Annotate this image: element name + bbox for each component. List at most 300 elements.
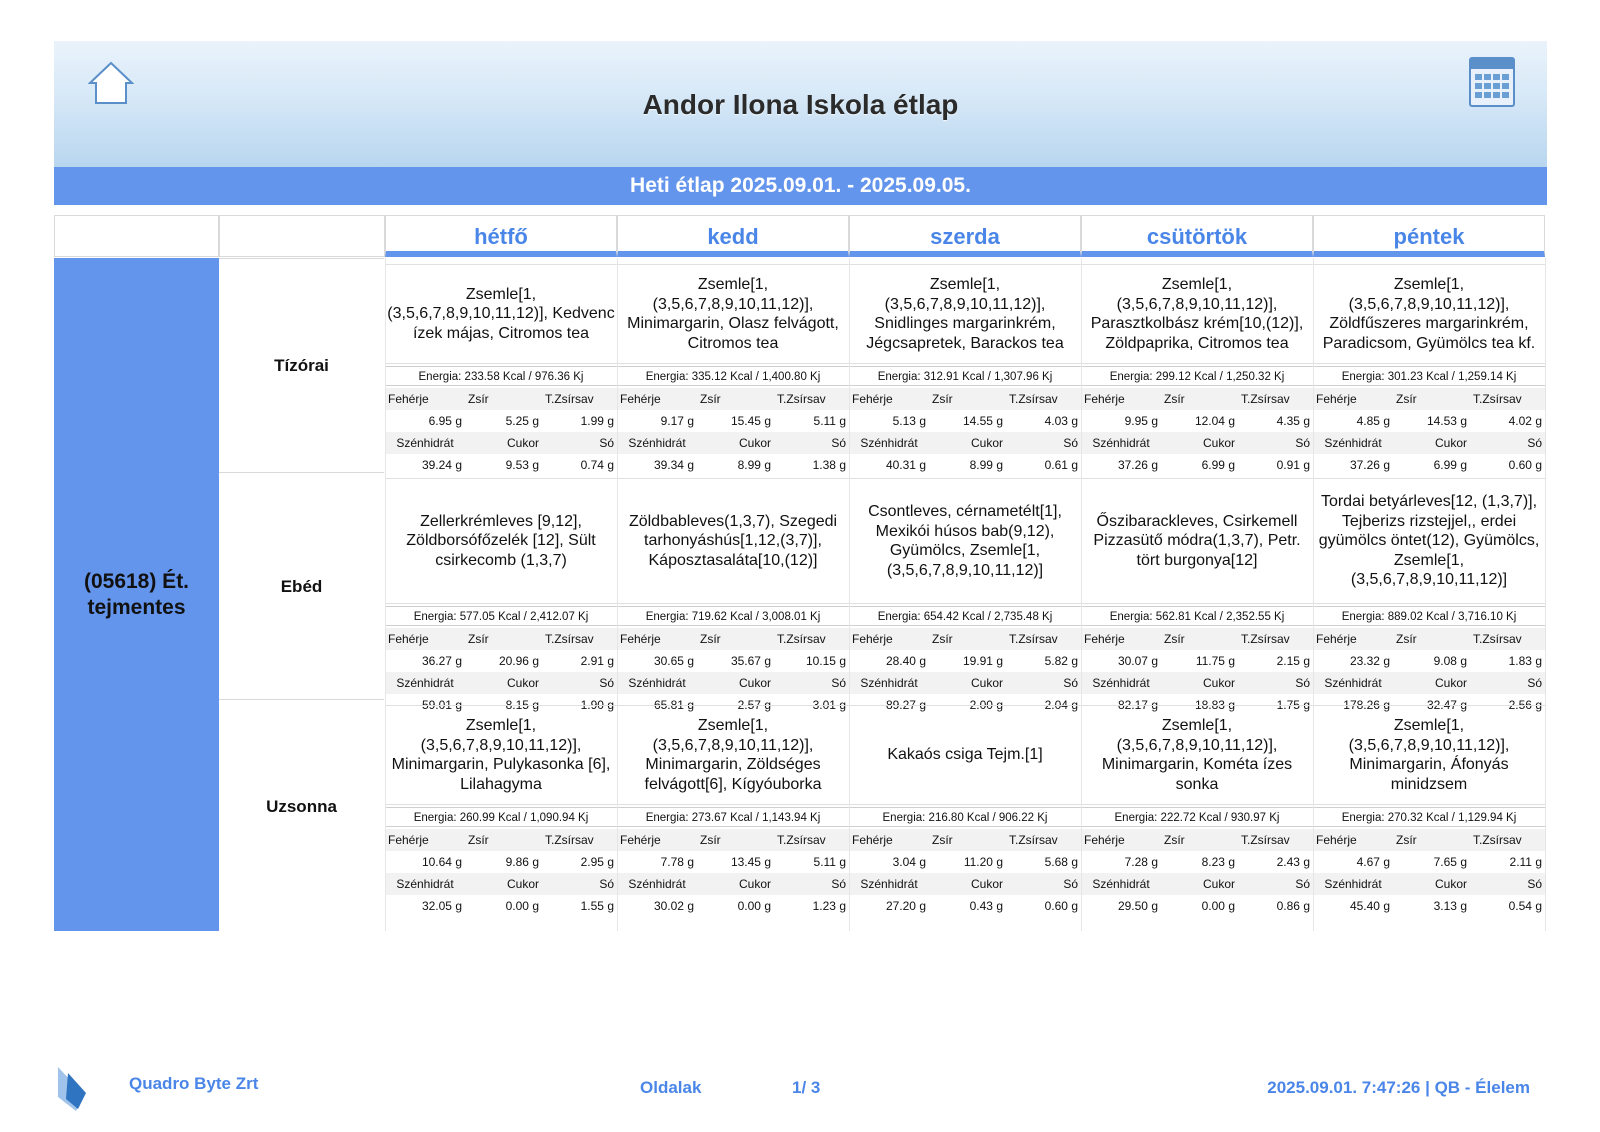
label-cukor: Cukor [738, 436, 771, 450]
nutrient-value-row [385, 895, 617, 918]
menu-text: Tordai betyárleves[12, (1,3,7)], Tejberizs rizstejjel,, erdei gyümölcs öntet(12), Gyümölcs, Zsemle[1, (3,5,6,7,8,9,10,11,12)] [1313, 478, 1545, 604]
label-cukor: Cukor [738, 877, 771, 891]
nutrient-value-row [1313, 650, 1545, 673]
label-feherje: Fehérje [388, 833, 429, 847]
label-so: Só [1295, 436, 1310, 450]
nutrient-label-row [617, 672, 849, 695]
value-cukor: 9.53 g [505, 458, 539, 472]
nutrient-label-row [617, 628, 849, 651]
value-szenhidrat: 39.34 g [653, 458, 694, 472]
value-cukor: 0.00 g [505, 899, 539, 913]
nutrient-label-row [849, 432, 1081, 455]
label-zsir: Zsír [468, 833, 489, 847]
label-tzsirsav: T.Zsírsav [1473, 392, 1522, 406]
label-cukor: Cukor [1434, 676, 1467, 690]
value-szenhidrat: 37.26 g [1117, 458, 1158, 472]
footer-pages-label: Oldalak [640, 1078, 702, 1097]
menu-text: Csontleves, cérnametélt[1], Mexikói húsos bab(9,12), Gyümölcs, Zsemle[1, (3,5,6,7,8,9,10,11,12)] [849, 478, 1081, 604]
nutrient-label-row [1081, 829, 1313, 852]
value-feherje: 7.78 g [660, 855, 694, 869]
meal-cell-wednesday [849, 258, 1081, 471]
menu-text: Zsemle[1, (3,5,6,7,8,9,10,11,12)], Minimargarin, Olasz felvágott, Citromos tea [617, 264, 849, 364]
nutrient-label-row [385, 672, 617, 695]
nutrient-label-row [849, 388, 1081, 411]
label-tzsirsav: T.Zsírsav [1009, 833, 1058, 847]
label-feherje: Fehérje [1084, 833, 1125, 847]
page-footer [0, 1062, 1600, 1112]
value-zsir: 8.23 g [1201, 855, 1235, 869]
nutrient-value-row [849, 410, 1081, 433]
label-so: Só [1295, 676, 1310, 690]
value-cukor: 0.00 g [737, 899, 771, 913]
value-feherje: 6.95 g [428, 414, 462, 428]
day-header-thursday: csütörtök [1081, 215, 1313, 257]
label-zsir: Zsír [700, 632, 721, 646]
label-zsir: Zsír [468, 632, 489, 646]
menu-text: Zsemle[1, (3,5,6,7,8,9,10,11,12)], Kedvenc ízek májas, Citromos tea [385, 264, 617, 364]
label-so: Só [599, 676, 614, 690]
nutrient-value-row [1313, 410, 1545, 433]
value-so: 1.23 g [812, 899, 846, 913]
value-so: 1.90 g [580, 698, 614, 712]
value-szenhidrat: 30.02 g [653, 899, 694, 913]
value-szenhidrat: 82.17 g [1117, 698, 1158, 712]
value-szenhidrat: 27.20 g [885, 899, 926, 913]
value-tzsirsav: 1.83 g [1508, 654, 1542, 668]
value-so: 0.60 g [1044, 899, 1078, 913]
value-so: 1.55 g [580, 899, 614, 913]
value-zsir: 11.75 g [1195, 654, 1235, 668]
label-tzsirsav: T.Zsírsav [777, 833, 826, 847]
meal-cell-tuesday [617, 699, 849, 912]
energy-value: Energia: 654.42 Kcal / 2,735.48 Kj [849, 606, 1081, 626]
nutrient-value-row [617, 851, 849, 874]
day-header-wednesday: szerda [849, 215, 1081, 257]
value-so: 0.54 g [1508, 899, 1542, 913]
column-divider [1081, 258, 1082, 931]
label-szenhidrat: Szénhidrát [1324, 436, 1382, 450]
label-tzsirsav: T.Zsírsav [1473, 632, 1522, 646]
nutrient-value-row [1081, 410, 1313, 433]
label-feherje: Fehérje [852, 392, 893, 406]
value-feherje: 10.64 g [421, 855, 462, 869]
value-feherje: 5.13 g [892, 414, 926, 428]
value-feherje: 36.27 g [421, 654, 462, 668]
energy-value: Energia: 273.67 Kcal / 1,143.94 Kj [617, 807, 849, 827]
nutrient-label-row [849, 628, 1081, 651]
energy-value: Energia: 335.12 Kcal / 1,400.80 Kj [617, 366, 849, 386]
label-so: Só [831, 436, 846, 450]
nutrient-value-row [1081, 895, 1313, 918]
label-feherje: Fehérje [852, 833, 893, 847]
nutrient-label-row [1081, 873, 1313, 896]
label-szenhidrat: Szénhidrát [860, 877, 918, 891]
label-cukor: Cukor [1202, 436, 1235, 450]
value-feherje: 30.07 g [1117, 654, 1158, 668]
label-zsir: Zsír [700, 833, 721, 847]
label-zsir: Zsír [1396, 632, 1417, 646]
page-banner [54, 41, 1547, 167]
value-cukor: 2.00 g [969, 698, 1003, 712]
value-szenhidrat: 59.01 g [421, 698, 462, 712]
label-szenhidrat: Szénhidrát [628, 877, 686, 891]
label-feherje: Fehérje [852, 632, 893, 646]
meal-cell-tuesday [617, 258, 849, 471]
value-zsir: 14.55 g [962, 414, 1003, 428]
label-so: Só [599, 877, 614, 891]
menu-text: Zsemle[1, (3,5,6,7,8,9,10,11,12)], Minimargarin, Zöldséges felvágott[6], Kígyóuborka [617, 705, 849, 805]
meal-cell-monday [385, 699, 617, 912]
energy-value: Energia: 233.58 Kcal / 976.36 Kj [385, 366, 617, 386]
label-cukor: Cukor [506, 877, 539, 891]
value-zsir: 13.45 g [730, 855, 771, 869]
column-divider [617, 258, 618, 931]
energy-value: Energia: 301.23 Kcal / 1,259.14 Kj [1313, 366, 1545, 386]
value-cukor: 3.13 g [1433, 899, 1467, 913]
label-zsir: Zsír [932, 833, 953, 847]
column-divider [1545, 258, 1546, 931]
menu-text: Zsemle[1, (3,5,6,7,8,9,10,11,12)], Parasztkolbász krém[10,(12)], Zöldpaprika, Citromos tea [1081, 264, 1313, 364]
nutrient-label-row [385, 829, 617, 852]
label-feherje: Fehérje [1316, 392, 1357, 406]
label-cukor: Cukor [1434, 436, 1467, 450]
company-logo-icon [54, 1065, 90, 1113]
menu-text: Kakaós csiga Tejm.[1] [849, 705, 1081, 805]
label-szenhidrat: Szénhidrát [396, 436, 454, 450]
value-tzsirsav: 4.35 g [1276, 414, 1310, 428]
value-tzsirsav: 4.02 g [1508, 414, 1542, 428]
value-tzsirsav: 2.95 g [580, 855, 614, 869]
label-tzsirsav: T.Zsírsav [777, 632, 826, 646]
nutrient-label-row [1313, 672, 1545, 695]
label-zsir: Zsír [1164, 833, 1185, 847]
nutrient-label-row [1081, 432, 1313, 455]
diet-group-text: (05618) Ét. tejmentes [83, 569, 190, 619]
value-so: 0.60 g [1508, 458, 1542, 472]
meal-cell-tuesday [617, 472, 849, 712]
label-so: Só [1295, 877, 1310, 891]
value-tzsirsav: 2.11 g [1509, 855, 1542, 869]
energy-value: Energia: 299.12 Kcal / 1,250.32 Kj [1081, 366, 1313, 386]
value-szenhidrat: 45.40 g [1349, 899, 1390, 913]
value-szenhidrat: 40.31 g [885, 458, 926, 472]
value-so: 1.38 g [812, 458, 846, 472]
label-tzsirsav: T.Zsírsav [1009, 632, 1058, 646]
value-tzsirsav: 2.43 g [1276, 855, 1310, 869]
label-feherje: Fehérje [620, 632, 661, 646]
footer-timestamp: 2025.09.01. 7:47:26 | QB - Élelem [1267, 1078, 1530, 1097]
nutrient-label-row [385, 873, 617, 896]
nutrient-label-row [1081, 672, 1313, 695]
nutrient-label-row [385, 628, 617, 651]
label-cukor: Cukor [738, 676, 771, 690]
label-szenhidrat: Szénhidrát [860, 676, 918, 690]
value-so: 2.56 g [1508, 698, 1542, 712]
meal-label: Uzsonna [219, 699, 384, 912]
label-szenhidrat: Szénhidrát [860, 436, 918, 450]
label-tzsirsav: T.Zsírsav [1473, 833, 1522, 847]
value-tzsirsav: 10.15 g [805, 654, 846, 668]
energy-value: Energia: 260.99 Kcal / 1,090.94 Kj [385, 807, 617, 827]
label-cukor: Cukor [1202, 676, 1235, 690]
value-so: 0.74 g [580, 458, 614, 472]
label-feherje: Fehérje [620, 833, 661, 847]
label-so: Só [831, 676, 846, 690]
meal-cell-friday [1313, 472, 1545, 712]
value-feherje: 9.17 g [660, 414, 694, 428]
label-cukor: Cukor [970, 676, 1003, 690]
value-tzsirsav: 5.11 g [813, 855, 846, 869]
label-szenhidrat: Szénhidrát [396, 877, 454, 891]
label-tzsirsav: T.Zsírsav [545, 632, 594, 646]
energy-value: Energia: 270.32 Kcal / 1,129.94 Kj [1313, 807, 1545, 827]
label-feherje: Fehérje [1084, 632, 1125, 646]
nutrient-label-row [1081, 388, 1313, 411]
label-feherje: Fehérje [1084, 392, 1125, 406]
energy-value: Energia: 577.05 Kcal / 2,412.07 Kj [385, 606, 617, 626]
day-header-tuesday: kedd [617, 215, 849, 257]
label-so: Só [1063, 436, 1078, 450]
menu-text: Zsemle[1, (3,5,6,7,8,9,10,11,12)], Minimargarin, Kométa ízes sonka [1081, 705, 1313, 805]
value-cukor: 0.00 g [1201, 899, 1235, 913]
label-szenhidrat: Szénhidrát [396, 676, 454, 690]
footer-pages-value: 1/ 3 [792, 1078, 821, 1097]
nutrient-value-row [1081, 851, 1313, 874]
energy-value: Energia: 889.02 Kcal / 3,716.10 Kj [1313, 606, 1545, 626]
nutrient-value-row [385, 410, 617, 433]
meal-cell-thursday [1081, 699, 1313, 912]
nutrient-label-row [617, 873, 849, 896]
meal-cell-friday [1313, 699, 1545, 912]
day-header-friday: péntek [1313, 215, 1545, 257]
label-feherje: Fehérje [620, 392, 661, 406]
value-cukor: 8.15 g [505, 698, 539, 712]
nutrient-label-row [617, 388, 849, 411]
label-feherje: Fehérje [1316, 833, 1357, 847]
label-szenhidrat: Szénhidrát [1092, 436, 1150, 450]
column-divider [1313, 258, 1314, 931]
nutrient-value-row [617, 650, 849, 673]
value-tzsirsav: 2.91 g [580, 654, 614, 668]
label-szenhidrat: Szénhidrát [1092, 676, 1150, 690]
value-tzsirsav: 5.82 g [1044, 654, 1078, 668]
day-header-row [54, 215, 1547, 257]
value-zsir: 5.25 g [505, 414, 539, 428]
value-cukor: 0.43 g [969, 899, 1003, 913]
meal-label: Ebéd [219, 472, 384, 699]
value-cukor: 2.57 g [737, 698, 771, 712]
value-zsir: 15.45 g [730, 414, 771, 428]
value-cukor: 18.83 g [1194, 698, 1235, 712]
label-szenhidrat: Szénhidrát [1324, 676, 1382, 690]
value-cukor: 32.47 g [1426, 698, 1467, 712]
menu-text: Zsemle[1, (3,5,6,7,8,9,10,11,12)], Zöldfűszeres margarinkrém, Paradicsom, Gyümölcs tea kf. [1313, 264, 1545, 364]
value-szenhidrat: 178.26 g [1343, 698, 1390, 712]
label-cukor: Cukor [1202, 877, 1235, 891]
label-zsir: Zsír [932, 392, 953, 406]
nutrient-label-row [1313, 628, 1545, 651]
nutrient-value-row [849, 650, 1081, 673]
nutrient-label-row [617, 829, 849, 852]
nutrient-value-row [1313, 851, 1545, 874]
value-feherje: 23.32 g [1349, 654, 1390, 668]
nutrient-label-row [849, 873, 1081, 896]
value-zsir: 20.96 g [498, 654, 539, 668]
value-zsir: 7.65 g [1433, 855, 1467, 869]
label-cukor: Cukor [506, 676, 539, 690]
value-feherje: 30.65 g [653, 654, 694, 668]
label-so: Só [1527, 436, 1542, 450]
value-tzsirsav: 2.15 g [1276, 654, 1310, 668]
nutrient-value-row [849, 895, 1081, 918]
meal-cell-monday [385, 258, 617, 471]
label-so: Só [1527, 877, 1542, 891]
nutrient-value-row [617, 895, 849, 918]
menu-text: Zsemle[1, (3,5,6,7,8,9,10,11,12)], Minimargarin, Pulykasonka [6], Lilahagyma [385, 705, 617, 805]
nutrient-label-row [1313, 873, 1545, 896]
label-cukor: Cukor [970, 877, 1003, 891]
value-szenhidrat: 39.24 g [421, 458, 462, 472]
label-szenhidrat: Szénhidrát [1092, 877, 1150, 891]
label-tzsirsav: T.Zsírsav [1241, 392, 1290, 406]
meal-cell-friday [1313, 258, 1545, 471]
meal-cell-thursday [1081, 472, 1313, 712]
menu-text: Zsemle[1, (3,5,6,7,8,9,10,11,12)], Minimargarin, Áfonyás minidzsem [1313, 705, 1545, 805]
label-tzsirsav: T.Zsírsav [777, 392, 826, 406]
header-empty-cell [219, 215, 385, 257]
value-tzsirsav: 5.11 g [813, 414, 846, 428]
value-szenhidrat: 89.27 g [885, 698, 926, 712]
value-feherje: 9.95 g [1124, 414, 1158, 428]
value-zsir: 9.08 g [1433, 654, 1467, 668]
value-szenhidrat: 29.50 g [1117, 899, 1158, 913]
label-tzsirsav: T.Zsírsav [545, 833, 594, 847]
value-feherje: 28.40 g [885, 654, 926, 668]
label-szenhidrat: Szénhidrát [1324, 877, 1382, 891]
nutrient-value-row [1313, 895, 1545, 918]
footer-company: Quadro Byte Zrt [129, 1074, 259, 1093]
label-feherje: Fehérje [388, 392, 429, 406]
value-cukor: 6.99 g [1201, 458, 1235, 472]
value-zsir: 11.20 g [963, 855, 1003, 869]
value-cukor: 6.99 g [1433, 458, 1467, 472]
value-tzsirsav: 5.68 g [1044, 855, 1078, 869]
nutrient-label-row [1313, 388, 1545, 411]
value-szenhidrat: 65.81 g [653, 698, 694, 712]
value-zsir: 19.91 g [962, 654, 1003, 668]
label-cukor: Cukor [506, 436, 539, 450]
value-cukor: 8.99 g [969, 458, 1003, 472]
label-zsir: Zsír [1164, 632, 1185, 646]
meal-cell-monday [385, 472, 617, 712]
value-so: 0.91 g [1276, 458, 1310, 472]
energy-value: Energia: 719.62 Kcal / 3,008.01 Kj [617, 606, 849, 626]
diet-group-label [54, 258, 219, 931]
label-szenhidrat: Szénhidrát [628, 676, 686, 690]
energy-value: Energia: 562.81 Kcal / 2,352.55 Kj [1081, 606, 1313, 626]
label-zsir: Zsír [932, 632, 953, 646]
value-cukor: 8.99 g [737, 458, 771, 472]
meal-cell-wednesday [849, 699, 1081, 912]
energy-value: Energia: 222.72 Kcal / 930.97 Kj [1081, 807, 1313, 827]
menu-text: Zsemle[1, (3,5,6,7,8,9,10,11,12)], Snidlinges margarinkrém, Jégcsapretek, Barackos tea [849, 264, 1081, 364]
column-divider [849, 258, 850, 931]
value-tzsirsav: 1.99 g [580, 414, 614, 428]
label-so: Só [1527, 676, 1542, 690]
label-zsir: Zsír [1396, 833, 1417, 847]
meal-cell-wednesday [849, 472, 1081, 712]
value-szenhidrat: 32.05 g [421, 899, 462, 913]
value-feherje: 4.85 g [1356, 414, 1390, 428]
value-szenhidrat: 37.26 g [1349, 458, 1390, 472]
label-tzsirsav: T.Zsírsav [545, 392, 594, 406]
value-feherje: 4.67 g [1356, 855, 1390, 869]
nutrient-value-row [617, 410, 849, 433]
nutrient-label-row [385, 432, 617, 455]
page-title: Andor Ilona Iskola étlap [642, 89, 959, 120]
value-zsir: 35.67 g [730, 654, 771, 668]
nutrient-label-row [849, 829, 1081, 852]
label-zsir: Zsír [1164, 392, 1185, 406]
value-so: 3.01 g [812, 698, 846, 712]
label-zsir: Zsír [700, 392, 721, 406]
nutrient-label-row [1313, 829, 1545, 852]
energy-value: Energia: 216.80 Kcal / 906.22 Kj [849, 807, 1081, 827]
label-so: Só [599, 436, 614, 450]
label-cukor: Cukor [970, 436, 1003, 450]
nutrient-label-row [385, 388, 617, 411]
value-feherje: 7.28 g [1124, 855, 1158, 869]
menu-text: Őszibarackleves, Csirkemell Pizzasütő módra(1,3,7), Petr. tört burgonya[12] [1081, 478, 1313, 604]
header-empty-cell [54, 215, 219, 257]
nutrient-label-row [1081, 628, 1313, 651]
column-divider [385, 258, 386, 931]
label-feherje: Fehérje [388, 632, 429, 646]
nutrient-value-row [1081, 650, 1313, 673]
label-tzsirsav: T.Zsírsav [1241, 632, 1290, 646]
value-zsir: 12.04 g [1194, 414, 1235, 428]
calendar-icon[interactable] [1469, 57, 1515, 107]
label-szenhidrat: Szénhidrát [628, 436, 686, 450]
meal-label: Tízórai [219, 258, 384, 471]
value-zsir: 9.86 g [505, 855, 539, 869]
value-feherje: 3.04 g [892, 855, 926, 869]
label-zsir: Zsír [468, 392, 489, 406]
value-tzsirsav: 4.03 g [1044, 414, 1078, 428]
label-tzsirsav: T.Zsírsav [1009, 392, 1058, 406]
label-tzsirsav: T.Zsírsav [1241, 833, 1290, 847]
menu-text: Zellerkrémleves [9,12], Zöldborsófőzelék [12], Sült csirkecomb (1,3,7) [385, 478, 617, 604]
label-cukor: Cukor [1434, 877, 1467, 891]
label-so: Só [831, 877, 846, 891]
label-so: Só [1063, 877, 1078, 891]
nutrient-label-row [849, 672, 1081, 695]
value-so: 0.86 g [1276, 899, 1310, 913]
week-range-bar: Heti étlap 2025.09.01. - 2025.09.05. [54, 167, 1547, 205]
menu-text: Zöldbableves(1,3,7), Szegedi tarhonyáshús[1,12,(3,7)], Káposztasaláta[10,(12)] [617, 478, 849, 604]
label-zsir: Zsír [1396, 392, 1417, 406]
nutrient-label-row [617, 432, 849, 455]
nutrient-value-row [385, 851, 617, 874]
nutrient-value-row [385, 650, 617, 673]
value-so: 1.75 g [1276, 698, 1310, 712]
label-feherje: Fehérje [1316, 632, 1357, 646]
nutrient-label-row [1313, 432, 1545, 455]
day-header-monday: hétfő [385, 215, 617, 257]
label-so: Só [1063, 676, 1078, 690]
value-so: 2.04 g [1044, 698, 1078, 712]
value-so: 0.61 g [1044, 458, 1078, 472]
